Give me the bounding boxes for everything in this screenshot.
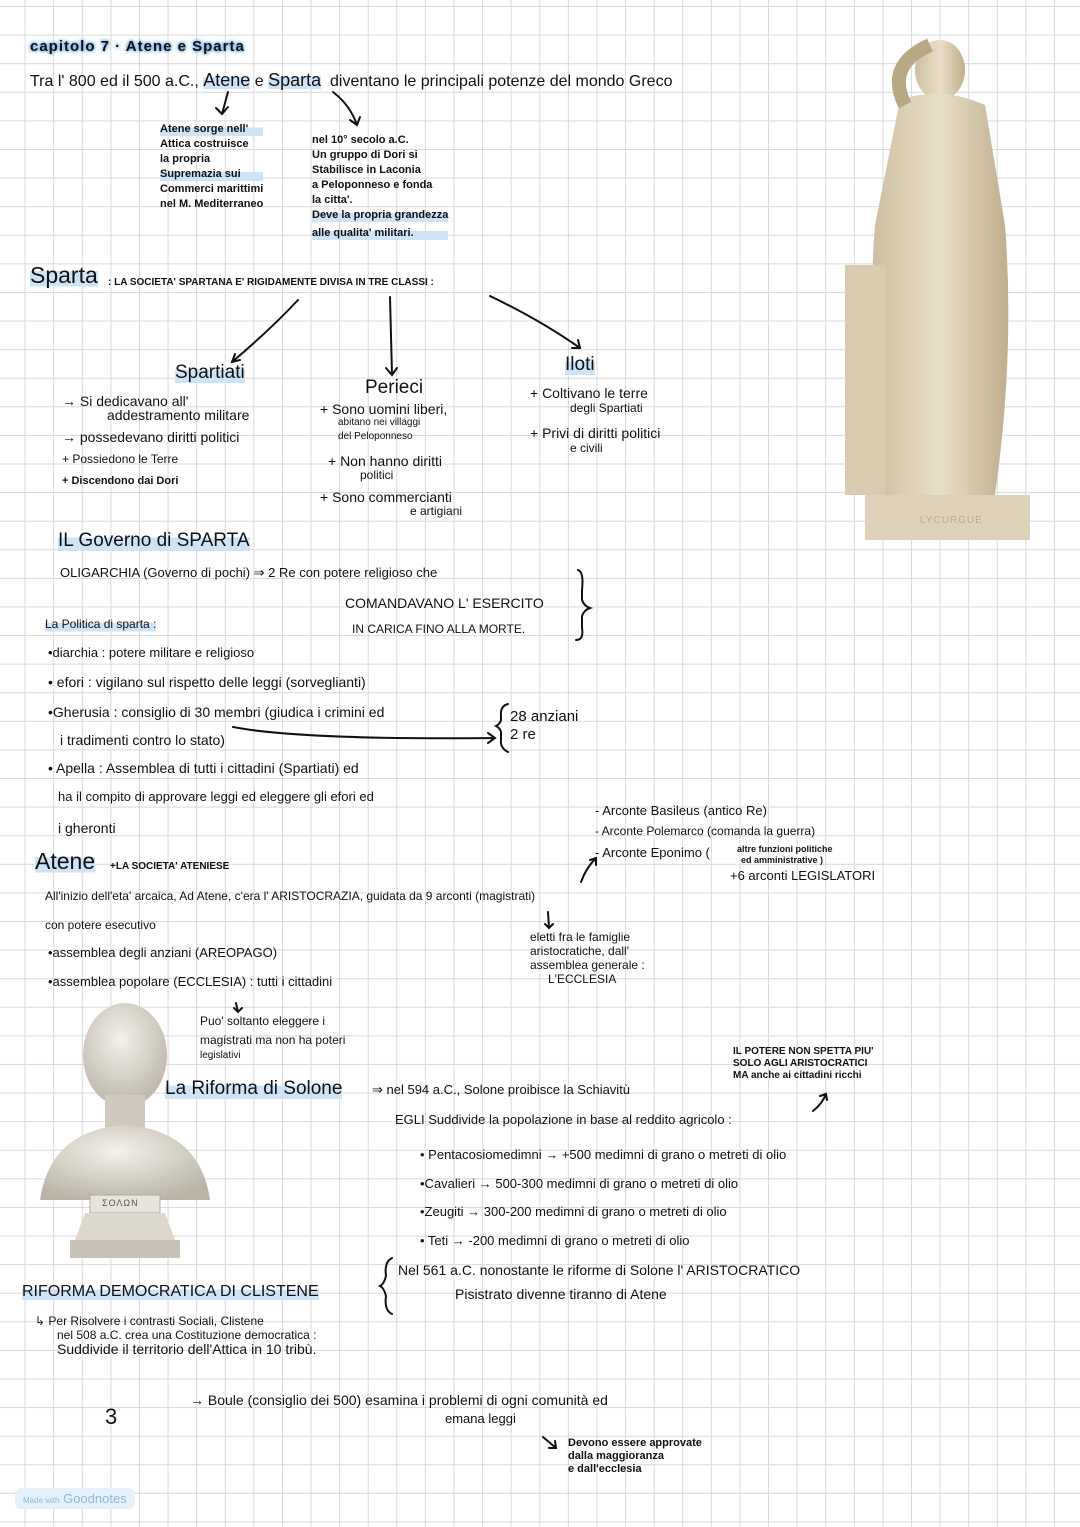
governo-heading: IL Governo di SPARTA bbox=[58, 530, 250, 551]
note-line: Attica costruisce bbox=[160, 138, 249, 150]
solone-heading: La Riforma di Solone bbox=[165, 1078, 343, 1099]
arconti-legislatori: +6 arconti LEGISLATORI bbox=[730, 868, 876, 883]
bullet-ecclesia: •assemblea popolare (ECCLESIA) : tutti i cittadini bbox=[48, 974, 333, 989]
list-item: + Non hanno diritti bbox=[328, 453, 443, 469]
arrow-icon bbox=[233, 727, 495, 743]
arrow-icon bbox=[232, 300, 298, 362]
list-item: degli Spartiati bbox=[570, 401, 643, 415]
list-item: + Sono uomini liberi, bbox=[320, 401, 448, 417]
arconte-eponimo-label: - Arconte Eponimo ( bbox=[595, 845, 710, 860]
note-line: alle qualita' militari. bbox=[312, 226, 448, 241]
note-line: e dall'ecclesia bbox=[568, 1463, 642, 1475]
list-item: addestramento militare bbox=[107, 407, 250, 423]
note-line: ↳ Per Risolvere i contrasti Sociali, Clistene bbox=[35, 1314, 264, 1328]
note-line: Atene sorge nell' bbox=[160, 122, 263, 137]
clistene-lines bbox=[35, 1314, 316, 1356]
bullet-gherusia-cont: i tradimenti contro lo stato) bbox=[60, 732, 225, 748]
list-item: + Coltivano le terre bbox=[530, 385, 648, 401]
brace bbox=[496, 704, 508, 752]
arconte-basileus: - Arconte Basileus (antico Re) bbox=[595, 803, 767, 818]
note-line: Supremazia sui bbox=[160, 167, 263, 182]
gherusia-re: 2 re bbox=[510, 726, 536, 743]
note-line: IL POTERE NON SPETTA PIU' bbox=[733, 1046, 874, 1057]
perieci-title: Perieci bbox=[365, 377, 424, 398]
gherusia-split bbox=[510, 708, 578, 744]
note-line: eletti fra le famiglie bbox=[530, 930, 631, 944]
spartiati-title: Spartiati bbox=[175, 362, 245, 383]
gherusia-anziani: 28 anziani bbox=[510, 708, 579, 725]
brace bbox=[576, 570, 590, 640]
eletti-note bbox=[530, 930, 645, 986]
arrow-icon bbox=[234, 1003, 242, 1012]
boule-line: → Boule (consiglio dei 500) esamina i problemi di ogni comunità ed bbox=[190, 1392, 608, 1408]
ecclesia-note bbox=[200, 1012, 345, 1062]
sparta-heading: Sparta bbox=[30, 262, 98, 288]
note-line: Suddivide il territorio dell'Attica in 10 tribù. bbox=[57, 1341, 317, 1357]
note-line: nel M. Mediterraneo bbox=[160, 198, 264, 210]
list-item: → possedevano diritti politici bbox=[62, 429, 240, 445]
class-pentacosiomedimni: • Pentacosiomedimni → +500 medimni di grano o metreti di olio bbox=[420, 1147, 787, 1162]
list-item: del Peloponneso bbox=[338, 431, 413, 442]
atene-line1: All'inizio dell'eta' arcaica, Ad Atene, c'era l' ARISTOCRAZIA, guidata da 9 arconti (magistrati) bbox=[45, 889, 536, 903]
atene-heading: Atene bbox=[35, 848, 96, 874]
intro-e: e bbox=[254, 73, 264, 90]
note-line: Devono essere approvate bbox=[568, 1437, 702, 1449]
list-item: politici bbox=[360, 468, 394, 482]
note-line: Deve la propria grandezza bbox=[312, 209, 449, 221]
solone-note bbox=[733, 1046, 874, 1082]
lycurgus-label: LYCURGUE bbox=[920, 515, 983, 526]
atene-subtitle: +LA SOCIETA' ATENIESE bbox=[110, 861, 230, 872]
list-item: + Sono commercianti bbox=[320, 489, 452, 505]
solon-label: ΣΟΛΩΝ bbox=[102, 1198, 139, 1208]
note-line: la propria bbox=[160, 153, 211, 165]
chapter-title: capitolo 7 · Atene e Sparta bbox=[30, 38, 245, 55]
bullet-diarchia: •diarchia : potere militare e religioso bbox=[48, 645, 255, 660]
lycurgus-statue-image bbox=[845, 25, 1035, 545]
solon-bust-image bbox=[30, 1000, 215, 1262]
list-item: abitano nei villaggi bbox=[338, 417, 421, 428]
list-item: + Possiedono le Terre bbox=[62, 452, 179, 466]
bullet-apella: • Apella : Assemblea di tutti i cittadini (Spartiati) ed bbox=[48, 760, 359, 776]
bullet-areopago: •assemblea degli anziani (AREOPAGO) bbox=[48, 945, 278, 960]
bullet-apella-cont: ha il compito di approvare leggi ed eleggere gli efori ed bbox=[58, 789, 374, 804]
note-line: la citta'. bbox=[312, 194, 353, 206]
iloti-title: Iloti bbox=[565, 354, 595, 375]
watermark-brand: Goodnotes bbox=[63, 1491, 127, 1506]
atene-note bbox=[160, 122, 263, 212]
bullet-apella-cont2: i gheronti bbox=[58, 820, 116, 836]
note-line: aristocratiche, dall' bbox=[530, 944, 629, 958]
note-line: MA anche ai cittadini ricchi bbox=[733, 1070, 862, 1081]
note-line: altre funzioni politiche bbox=[737, 844, 833, 854]
politica-label: La Politica di sparta : bbox=[45, 617, 157, 631]
class-teti: • Teti → -200 medimni di grano o metreti di olio bbox=[420, 1232, 690, 1248]
note-line: L'ECCLESIA bbox=[548, 972, 617, 986]
list-item: e artigiani bbox=[410, 504, 463, 518]
solone-classes bbox=[420, 1141, 786, 1255]
note-line: a Peloponneso e fonda bbox=[312, 179, 433, 191]
arrow-icon bbox=[545, 912, 553, 928]
note-line: Stabilisce in Laconia bbox=[312, 164, 421, 176]
sparta-note bbox=[312, 133, 448, 241]
solone-egli: EGLI Suddivide la popolazione in base al reddito agricolo : bbox=[395, 1112, 732, 1127]
list-item: + Discendono dai Dori bbox=[62, 475, 179, 487]
clistene-heading: RIFORMA DEMOCRATICA DI CLISTENE bbox=[22, 1283, 319, 1300]
page-number: 3 bbox=[105, 1404, 118, 1429]
note-line: magistrati ma non ha poteri bbox=[200, 1033, 346, 1047]
bullet-efori: • efori : vigilano sul rispetto delle leggi (sorveglianti) bbox=[48, 674, 366, 690]
intro-post: diventano le principali potenze del mondo Greco bbox=[330, 73, 673, 90]
intro-pre: Tra l' 800 ed il 500 a.C., bbox=[30, 73, 199, 90]
intro-sparta: Sparta bbox=[268, 70, 322, 90]
brace bbox=[380, 1258, 392, 1314]
note-line: Commerci marittimi bbox=[160, 183, 264, 195]
note-line: Puo' soltanto eleggere i bbox=[200, 1014, 326, 1028]
bullet-gherusia: •Gherusia : consiglio di 30 membri (giudica i crimini ed bbox=[48, 704, 385, 720]
intro-atene: Atene bbox=[203, 70, 251, 90]
oligarchia-line3: IN CARICA FINO ALLA MORTE. bbox=[352, 622, 526, 636]
emana-line: emana leggi bbox=[445, 1411, 516, 1426]
atene-line2: con potere esecutivo bbox=[45, 918, 156, 932]
arrow-icon bbox=[490, 296, 580, 348]
arrow-icon bbox=[581, 858, 596, 882]
arrow-icon bbox=[543, 1437, 556, 1448]
list-item: → Si dedicavano all' bbox=[62, 393, 189, 409]
eponimo-note bbox=[737, 844, 833, 866]
note-line: assemblea generale : bbox=[530, 958, 645, 972]
arrow-icon bbox=[813, 1094, 827, 1111]
note-line: legislativi bbox=[200, 1050, 241, 1061]
arconte-polemarco: - Arconte Polemarco (comanda la guerra) bbox=[595, 824, 816, 838]
note-line: ed amministrative ) bbox=[741, 855, 824, 865]
perieci-list bbox=[320, 402, 462, 518]
goodnotes-watermark bbox=[15, 1488, 135, 1509]
spartiati-list bbox=[62, 390, 249, 492]
class-cavalieri: •Cavalieri → 500-300 medimni di grano o metreti di olio bbox=[420, 1175, 739, 1191]
arrow-icon bbox=[216, 92, 228, 114]
list-item: e civili bbox=[570, 441, 603, 455]
note-line: dalla maggioranza bbox=[568, 1450, 664, 1462]
arrow-icon bbox=[386, 297, 397, 375]
note-line: nel 508 a.C. crea una Costituzione democratica : bbox=[57, 1328, 317, 1342]
oligarchia-line: OLIGARCHIA (Governo di pochi) ⇒ 2 Re con potere religioso che bbox=[60, 565, 438, 580]
note-line: Un gruppo di Dori si bbox=[312, 149, 418, 161]
devono-note bbox=[568, 1437, 702, 1476]
solone-line: ⇒ nel 594 a.C., Solone proibisce la Schiavitù bbox=[372, 1082, 631, 1097]
oligarchia-line2: COMANDAVANO L' ESERCITO bbox=[345, 595, 544, 611]
note-line: SOLO AGLI ARISTOCRATICI bbox=[733, 1058, 868, 1069]
class-zeugiti: •Zeugiti → 300-200 medimni di grano o metreti di olio bbox=[420, 1204, 727, 1219]
iloti-list bbox=[530, 386, 660, 456]
list-item: + Privi di diritti politici bbox=[530, 425, 661, 441]
sparta-subtitle: : LA SOCIETA' SPARTANA E' RIGIDAMENTE DIVISA IN TRE CLASSI : bbox=[108, 277, 434, 288]
arrow-icon bbox=[333, 92, 360, 125]
watermark-pre: Made with bbox=[23, 1496, 60, 1505]
pisistrato-line2: Pisistrato divenne tiranno di Atene bbox=[455, 1286, 667, 1302]
intro-line bbox=[30, 70, 672, 91]
pisistrato-line1: Nel 561 a.C. nonostante le riforme di Solone l' ARISTOCRATICO bbox=[398, 1262, 801, 1278]
note-line: nel 10° secolo a.C. bbox=[312, 134, 409, 146]
